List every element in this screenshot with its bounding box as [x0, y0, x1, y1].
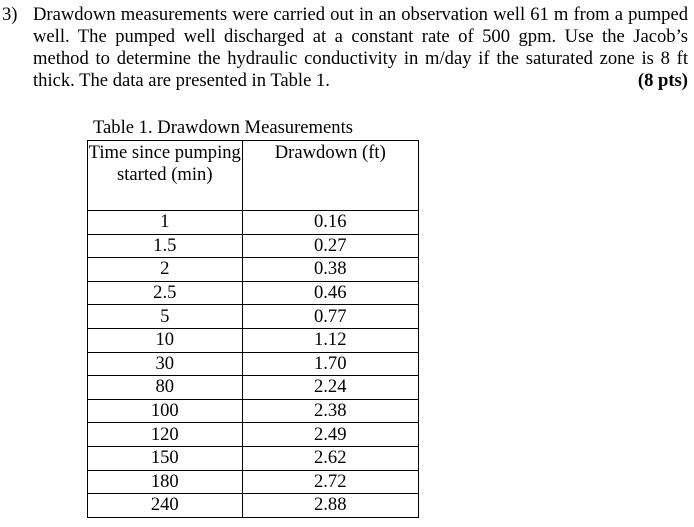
- table-row: [88, 470, 419, 494]
- table-row: [88, 423, 419, 447]
- table-row: [88, 399, 419, 423]
- table-row: [88, 234, 419, 258]
- cell-drawdown: 0.27: [242, 234, 418, 258]
- table-body: [88, 211, 419, 518]
- problem-body: [33, 4, 692, 92]
- cell-drawdown: 0.77: [242, 305, 418, 329]
- problem-row: [0, 4, 692, 92]
- cell-drawdown: 2.88: [242, 494, 418, 518]
- cell-time: 2: [88, 258, 243, 282]
- cell-time: 1: [88, 211, 243, 235]
- table-row: [88, 281, 419, 305]
- cell-time: 10: [88, 328, 243, 352]
- cell-time: 30: [88, 352, 243, 376]
- cell-drawdown: 1.70: [242, 352, 418, 376]
- table-row: [88, 211, 419, 235]
- table-row: [88, 494, 419, 518]
- cell-time: 240: [88, 494, 243, 518]
- table-row: [88, 376, 419, 400]
- table-row: [88, 258, 419, 282]
- cell-time: 150: [88, 446, 243, 470]
- cell-drawdown: 2.38: [242, 399, 418, 423]
- cell-time: 80: [88, 376, 243, 400]
- cell-drawdown: 1.12: [242, 328, 418, 352]
- cell-time: 120: [88, 423, 243, 447]
- cell-drawdown: 0.46: [242, 281, 418, 305]
- table-header-row: [88, 141, 419, 211]
- drawdown-table: [87, 140, 419, 518]
- table-caption: Table 1. Drawdown Measurements: [93, 117, 353, 138]
- column-header-time: Time since pumping started (min): [88, 141, 243, 211]
- table-row: [88, 328, 419, 352]
- cell-time: 1.5: [88, 234, 243, 258]
- cell-time: 2.5: [88, 281, 243, 305]
- problem-points: (8 pts): [637, 70, 688, 91]
- problem-text: Drawdown measurements were carried out in an observation well 61 m from a pumped well. The pumped well discharged at a constant rate of 500 gpm. Use the Jacob’s method to determine the hydraulic conductivity in m/day if the saturated zone is 8 ft thick. The data are presented in Table 1.: [33, 4, 688, 91]
- problem-number: 3): [2, 4, 18, 25]
- cell-drawdown: 2.62: [242, 446, 418, 470]
- cell-drawdown: 0.38: [242, 258, 418, 282]
- cell-time: 100: [88, 399, 243, 423]
- table-row: [88, 352, 419, 376]
- problem-statement: [0, 4, 692, 92]
- cell-drawdown: 2.49: [242, 423, 418, 447]
- cell-drawdown: 2.24: [242, 376, 418, 400]
- column-header-drawdown: Drawdown (ft): [242, 141, 418, 211]
- table-row: [88, 446, 419, 470]
- cell-drawdown: 2.72: [242, 470, 418, 494]
- cell-time: 5: [88, 305, 243, 329]
- cell-time: 180: [88, 470, 243, 494]
- cell-drawdown: 0.16: [242, 211, 418, 235]
- table-row: [88, 305, 419, 329]
